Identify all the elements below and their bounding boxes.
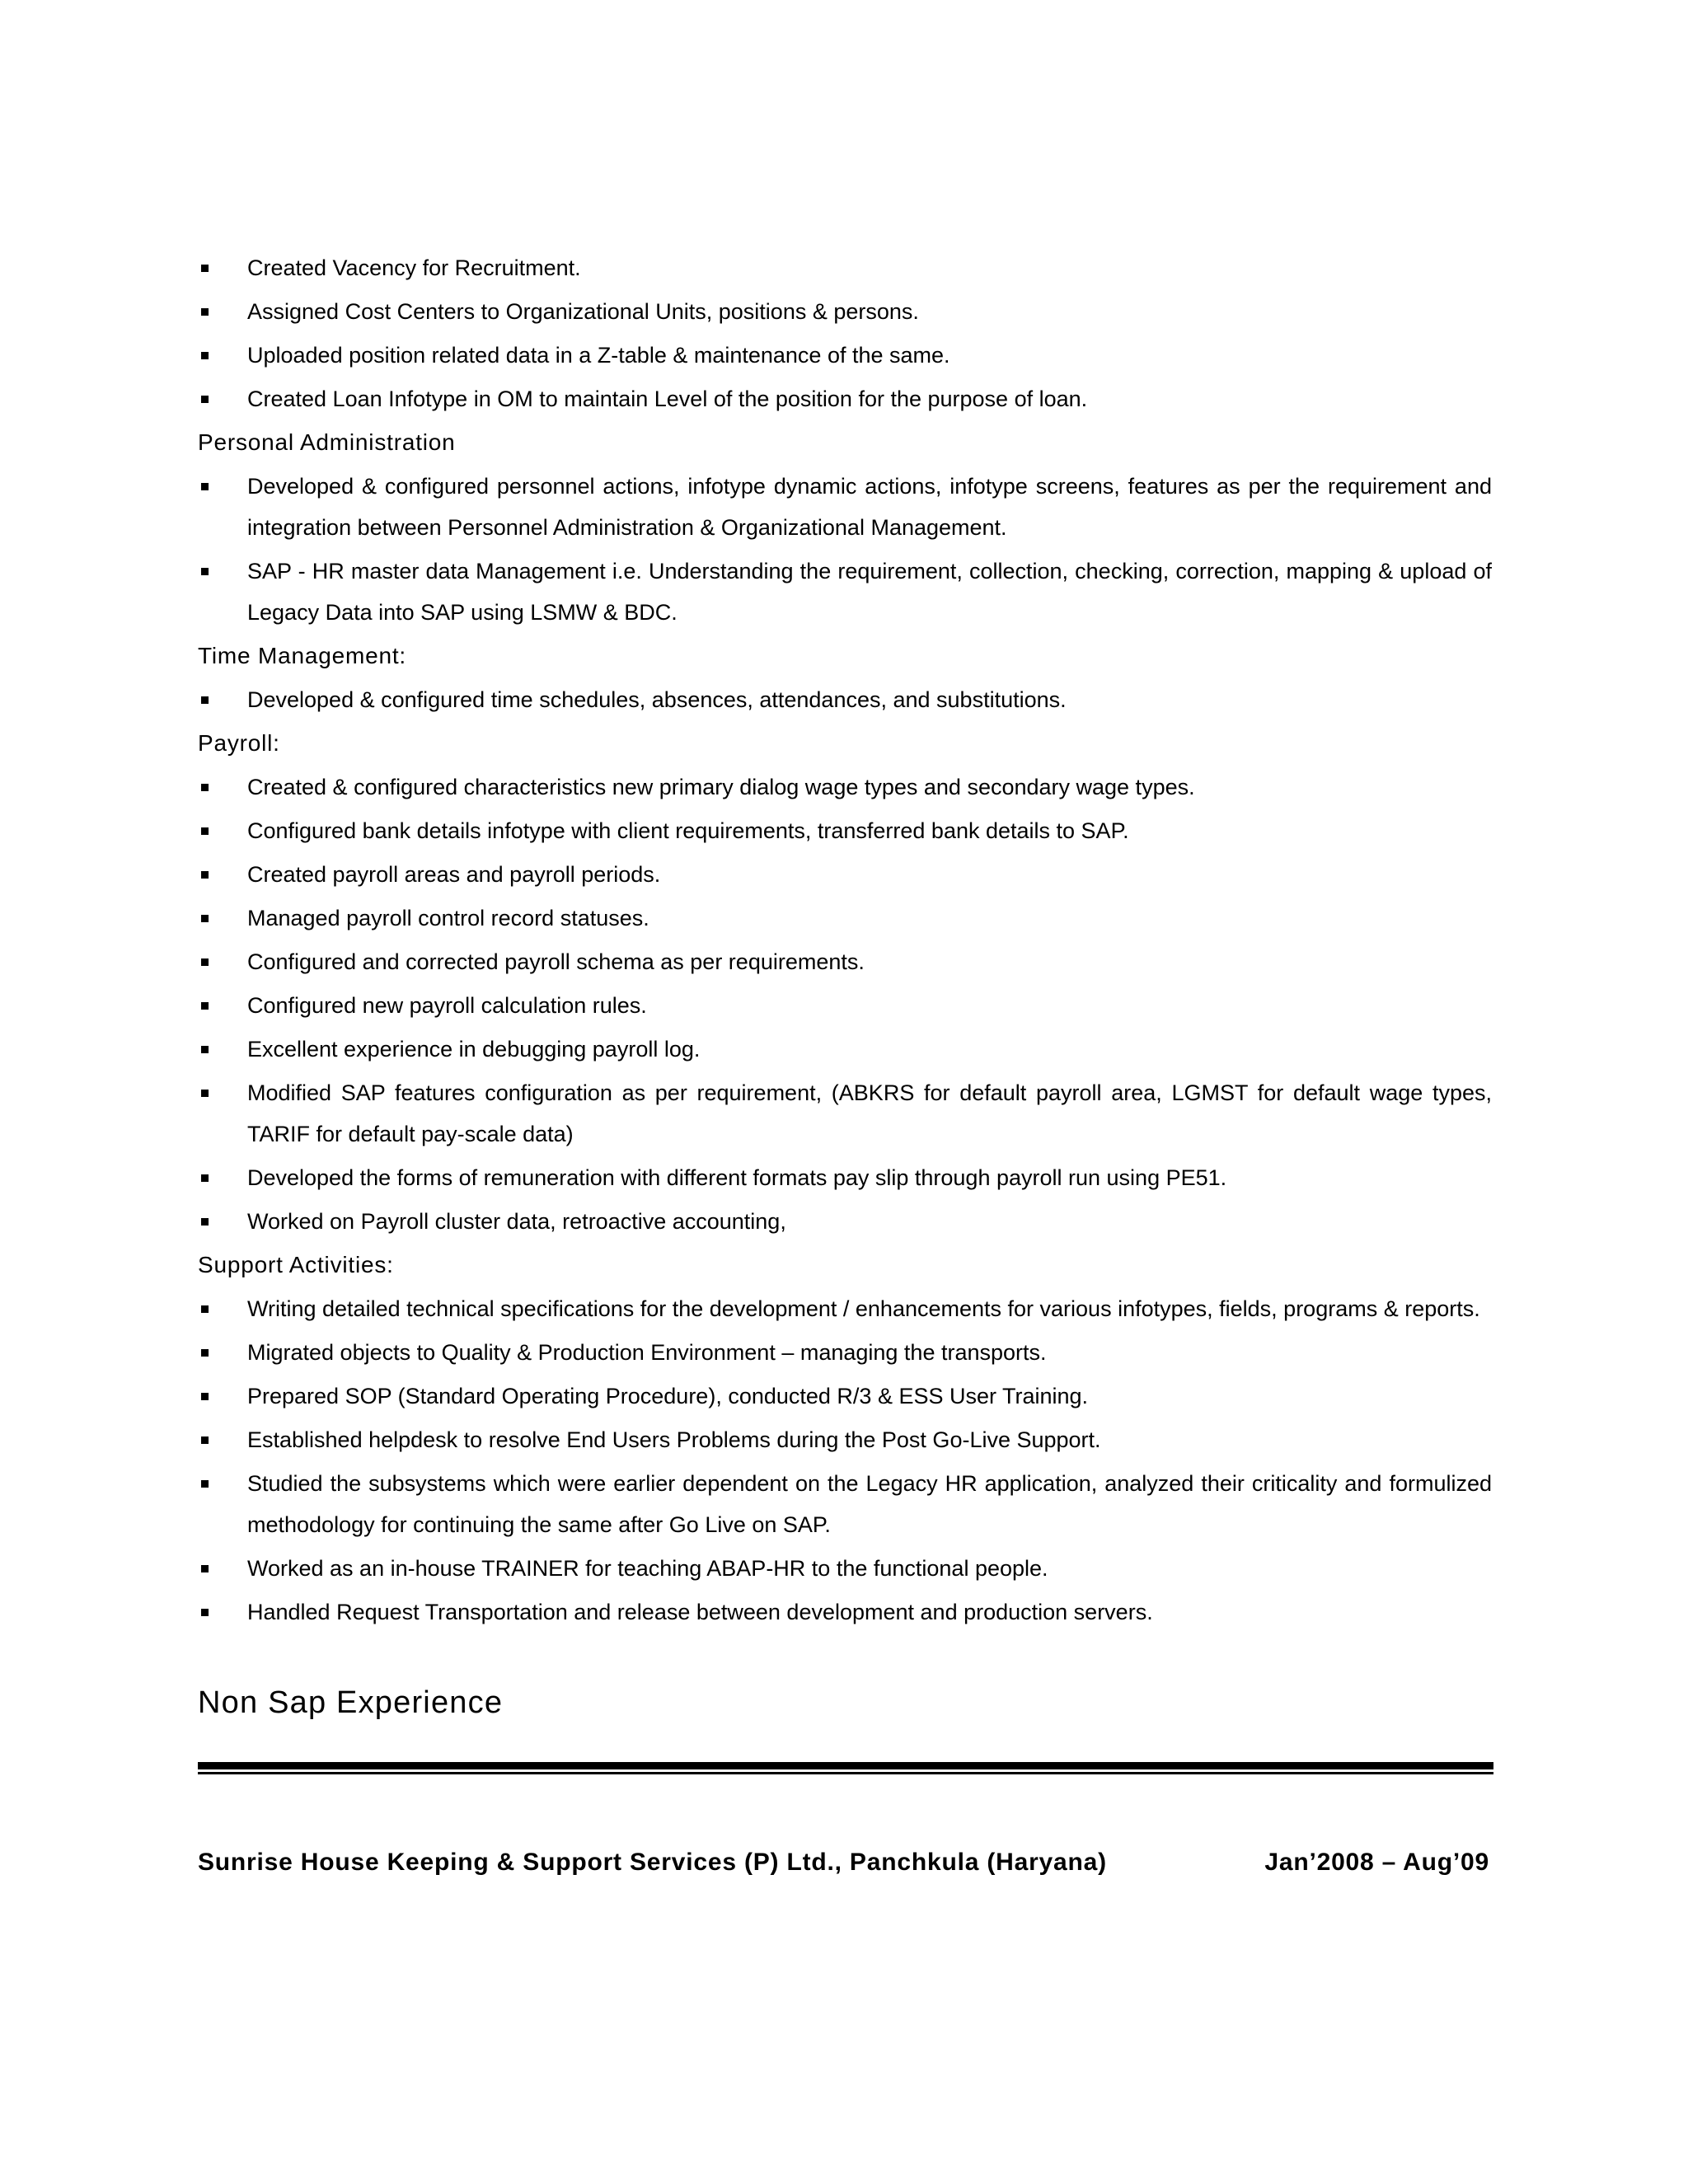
list-item xyxy=(198,1072,1492,1155)
square-bullet-icon xyxy=(201,1218,209,1226)
list-item xyxy=(198,1463,1492,1545)
employment-entry xyxy=(198,1849,1489,1877)
list-item xyxy=(198,247,1492,288)
square-bullet-icon xyxy=(201,871,209,879)
square-bullet-icon xyxy=(201,1349,209,1357)
list-item xyxy=(198,1029,1492,1070)
list-item xyxy=(198,985,1492,1026)
square-bullet-icon xyxy=(201,1480,209,1488)
tm-list xyxy=(198,679,1492,720)
list-item xyxy=(198,766,1492,808)
list-item xyxy=(198,941,1492,982)
item-text: Configured new payroll calculation rules. xyxy=(247,993,647,1018)
item-text: Migrated objects to Quality & Production Environment – managing the transports. xyxy=(247,1340,1047,1365)
resume-page xyxy=(198,247,1492,1877)
list-item xyxy=(198,1201,1492,1242)
list-item xyxy=(198,291,1492,332)
item-text: Created Vacency for Recruitment. xyxy=(247,255,581,280)
om-list xyxy=(198,247,1492,419)
item-text: Modified SAP features configuration as per requirement, (ABKRS for default payroll area, LGMST for default wage types, TARIF for default pay-scale data) xyxy=(247,1080,1492,1146)
support-list xyxy=(198,1288,1492,1633)
section-divider xyxy=(198,1762,1493,1774)
square-bullet-icon xyxy=(201,1565,209,1572)
item-text: Handled Request Transportation and release between development and production servers. xyxy=(247,1600,1153,1624)
square-bullet-icon xyxy=(201,352,209,359)
square-bullet-icon xyxy=(201,1174,209,1182)
square-bullet-icon xyxy=(201,784,209,791)
item-text: Writing detailed technical specifications for the development / enhancements for various infotypes, fields, programs & reports. xyxy=(247,1296,1480,1321)
item-text: Created & configured characteristics new primary dialog wage types and secondary wage types. xyxy=(247,775,1195,799)
pa-list xyxy=(198,466,1492,633)
list-item xyxy=(198,1157,1492,1198)
square-bullet-icon xyxy=(201,915,209,922)
employment-period: Jan’2008 – Aug’09 xyxy=(1264,1849,1489,1876)
item-text: Managed payroll control record statuses. xyxy=(247,906,649,930)
item-text: Configured and corrected payroll schema as per requirements. xyxy=(247,949,865,974)
list-item xyxy=(198,679,1492,720)
square-bullet-icon xyxy=(201,308,209,316)
list-item xyxy=(198,1288,1492,1329)
square-bullet-icon xyxy=(201,1305,209,1313)
item-text: Created Loan Infotype in OM to maintain Level of the position for the purpose of loan. xyxy=(247,387,1088,411)
list-item xyxy=(198,466,1492,548)
non-sap-experience-title: Non Sap Experience xyxy=(198,1685,504,1720)
square-bullet-icon xyxy=(201,1090,209,1097)
item-text: Developed & configured time schedules, absences, attendances, and substitutions. xyxy=(247,687,1067,712)
item-text: Worked as an in-house TRAINER for teaching ABAP-HR to the functional people. xyxy=(247,1556,1048,1581)
item-text: Created payroll areas and payroll periods. xyxy=(247,862,661,887)
item-text: Uploaded position related data in a Z-table & maintenance of the same. xyxy=(247,343,950,368)
square-bullet-icon xyxy=(201,1393,209,1400)
item-text: Developed the forms of remuneration with different formats pay slip through payroll run using PE51. xyxy=(247,1165,1227,1190)
square-bullet-icon xyxy=(201,483,209,490)
item-text: Assigned Cost Centers to Organizational Units, positions & persons. xyxy=(247,299,919,324)
list-item xyxy=(198,335,1492,376)
square-bullet-icon xyxy=(201,568,209,575)
square-bullet-icon xyxy=(201,396,209,403)
list-item xyxy=(198,1591,1492,1633)
payroll-list xyxy=(198,766,1492,1242)
square-bullet-icon xyxy=(201,696,209,704)
square-bullet-icon xyxy=(201,958,209,966)
list-item xyxy=(198,854,1492,895)
square-bullet-icon xyxy=(201,1609,209,1616)
payroll-heading: Payroll: xyxy=(198,730,280,756)
item-text: Excellent experience in debugging payroll log. xyxy=(247,1037,701,1062)
item-text: Prepared SOP (Standard Operating Procedure), conducted R/3 & ESS User Training. xyxy=(247,1384,1089,1408)
item-text: Configured bank details infotype with client requirements, transferred bank details to SAP. xyxy=(247,818,1129,843)
divider-thin-line xyxy=(198,1772,1493,1774)
square-bullet-icon xyxy=(201,1436,209,1444)
square-bullet-icon xyxy=(201,1002,209,1010)
item-text: Studied the subsystems which were earlier dependent on the Legacy HR application, analyzed their criticality and formulized methodology for continuing the same after Go Live on SAP. xyxy=(247,1471,1492,1537)
employer-name: Sunrise House Keeping & Support Services (P) Ltd., Panchkula (Haryana) xyxy=(198,1849,1107,1876)
item-text: Developed & configured personnel actions, infotype dynamic actions, infotype screens, features as per the requirement and integration between Personnel Administration & Organizational Management. xyxy=(247,474,1492,540)
square-bullet-icon xyxy=(201,827,209,835)
item-text: SAP - HR master data Management i.e. Understanding the requirement, collection, checking, correction, mapping & upload of Legacy Data into SAP using LSMW & BDC. xyxy=(247,559,1492,625)
list-item xyxy=(198,1419,1492,1460)
list-item xyxy=(198,1376,1492,1417)
list-item xyxy=(198,1332,1492,1373)
list-item xyxy=(198,1548,1492,1589)
list-item xyxy=(198,898,1492,939)
list-item xyxy=(198,810,1492,851)
list-item xyxy=(198,551,1492,633)
divider-thick-line xyxy=(198,1762,1493,1769)
time-management-heading: Time Management: xyxy=(198,643,406,668)
square-bullet-icon xyxy=(201,1046,209,1053)
personal-administration-heading: Personal Administration xyxy=(198,429,456,455)
list-item xyxy=(198,378,1492,419)
square-bullet-icon xyxy=(201,265,209,272)
item-text: Worked on Payroll cluster data, retroactive accounting, xyxy=(247,1209,786,1234)
support-activities-heading: Support Activities: xyxy=(198,1252,394,1277)
item-text: Established helpdesk to resolve End Users Problems during the Post Go-Live Support. xyxy=(247,1427,1101,1452)
